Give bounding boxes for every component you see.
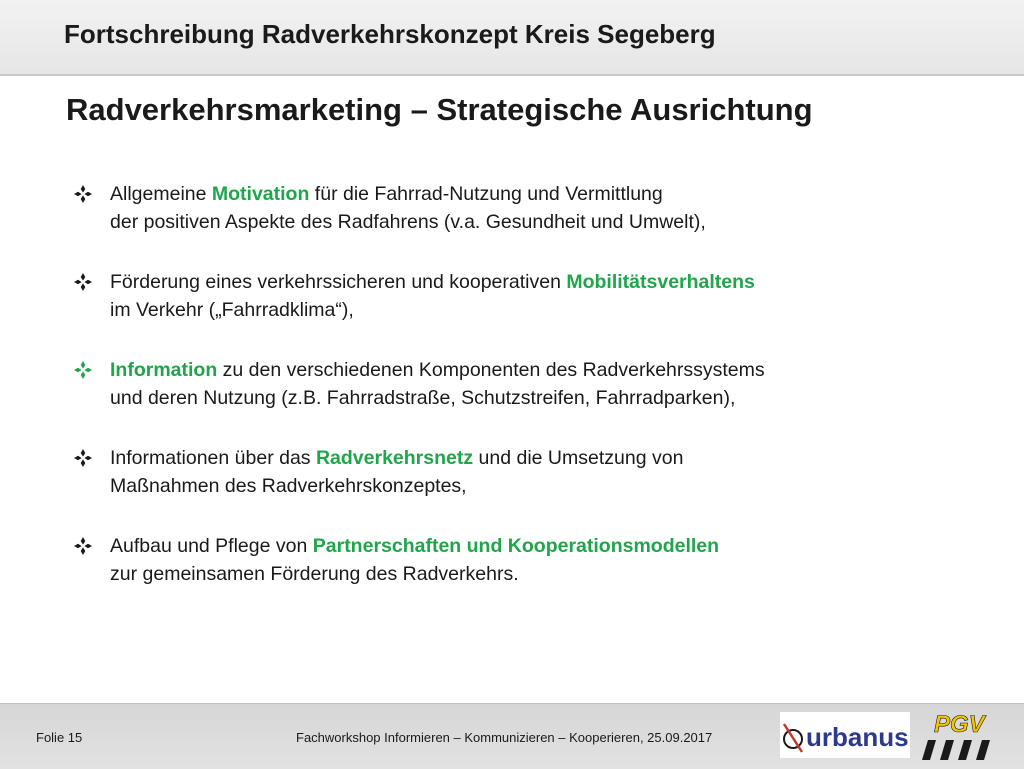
pgv-logo-text: PGV bbox=[934, 711, 985, 738]
bullet-text: Allgemeine bbox=[110, 183, 212, 205]
slide-title: Radverkehrsmarketing – Strategische Ausrichtung bbox=[66, 92, 813, 127]
diamond-bullet-icon bbox=[72, 532, 94, 560]
diamond-bullet-icon bbox=[72, 356, 94, 384]
bullet-text: Informationen über das bbox=[110, 447, 316, 469]
diamond-bullet-icon bbox=[72, 180, 94, 208]
bullet-item bbox=[72, 268, 972, 324]
bullet-text: Aufbau und Pflege von bbox=[110, 535, 313, 557]
bullet-text: im Verkehr („Fahrradklima“), bbox=[110, 299, 354, 321]
urbanus-logo bbox=[780, 712, 910, 758]
urbanus-logo-text: urbanus bbox=[806, 722, 909, 752]
diamond-bullet-icon bbox=[72, 444, 94, 472]
bullet-highlight: Mobilitätsverhaltens bbox=[566, 271, 755, 293]
slide-number: Folie 15 bbox=[36, 730, 83, 745]
footer-event-text: Fachworkshop Informieren – Kommunizieren – Kooperieren, 25.09.2017 bbox=[296, 730, 713, 745]
diamond-bullet-icon bbox=[72, 268, 94, 296]
bullet-text: und die Umsetzung von bbox=[473, 447, 684, 469]
bullet-item bbox=[72, 532, 972, 588]
bullet-item bbox=[72, 180, 972, 236]
bullet-text: Maßnahmen des Radverkehrskonzeptes, bbox=[110, 475, 467, 497]
bullet-highlight: Radverkehrsnetz bbox=[315, 447, 474, 469]
bullet-text: für die Fahrrad-Nutzung und Vermittlung bbox=[309, 183, 663, 205]
bullet-text: Förderung eines verkehrssicheren und kooperativen bbox=[110, 271, 567, 293]
header-title: Fortschreibung Radverkehrskonzept Kreis Segeberg bbox=[64, 19, 716, 49]
bullet-text: zu den verschiedenen Komponenten des Radverkehrssystems bbox=[217, 359, 765, 381]
bullet-highlight: Partnerschaften und Kooperationsmodellen bbox=[312, 535, 720, 557]
bullet-item bbox=[72, 444, 972, 500]
bullet-text: und deren Nutzung (z.B. Fahrradstraße, Schutzstreifen, Fahrradparken), bbox=[110, 387, 736, 409]
bullet-highlight: Motivation bbox=[211, 183, 310, 205]
bullet-item bbox=[72, 356, 972, 412]
header-bar bbox=[0, 0, 1024, 74]
header-divider bbox=[0, 74, 1024, 76]
pgv-logo bbox=[916, 710, 1006, 762]
bullet-highlight: Information bbox=[110, 359, 218, 381]
bullet-text: der positiven Aspekte des Radfahrens (v.a. Gesundheit und Umwelt), bbox=[110, 211, 706, 233]
bullet-text: zur gemeinsamen Förderung des Radverkehrs. bbox=[110, 563, 519, 585]
